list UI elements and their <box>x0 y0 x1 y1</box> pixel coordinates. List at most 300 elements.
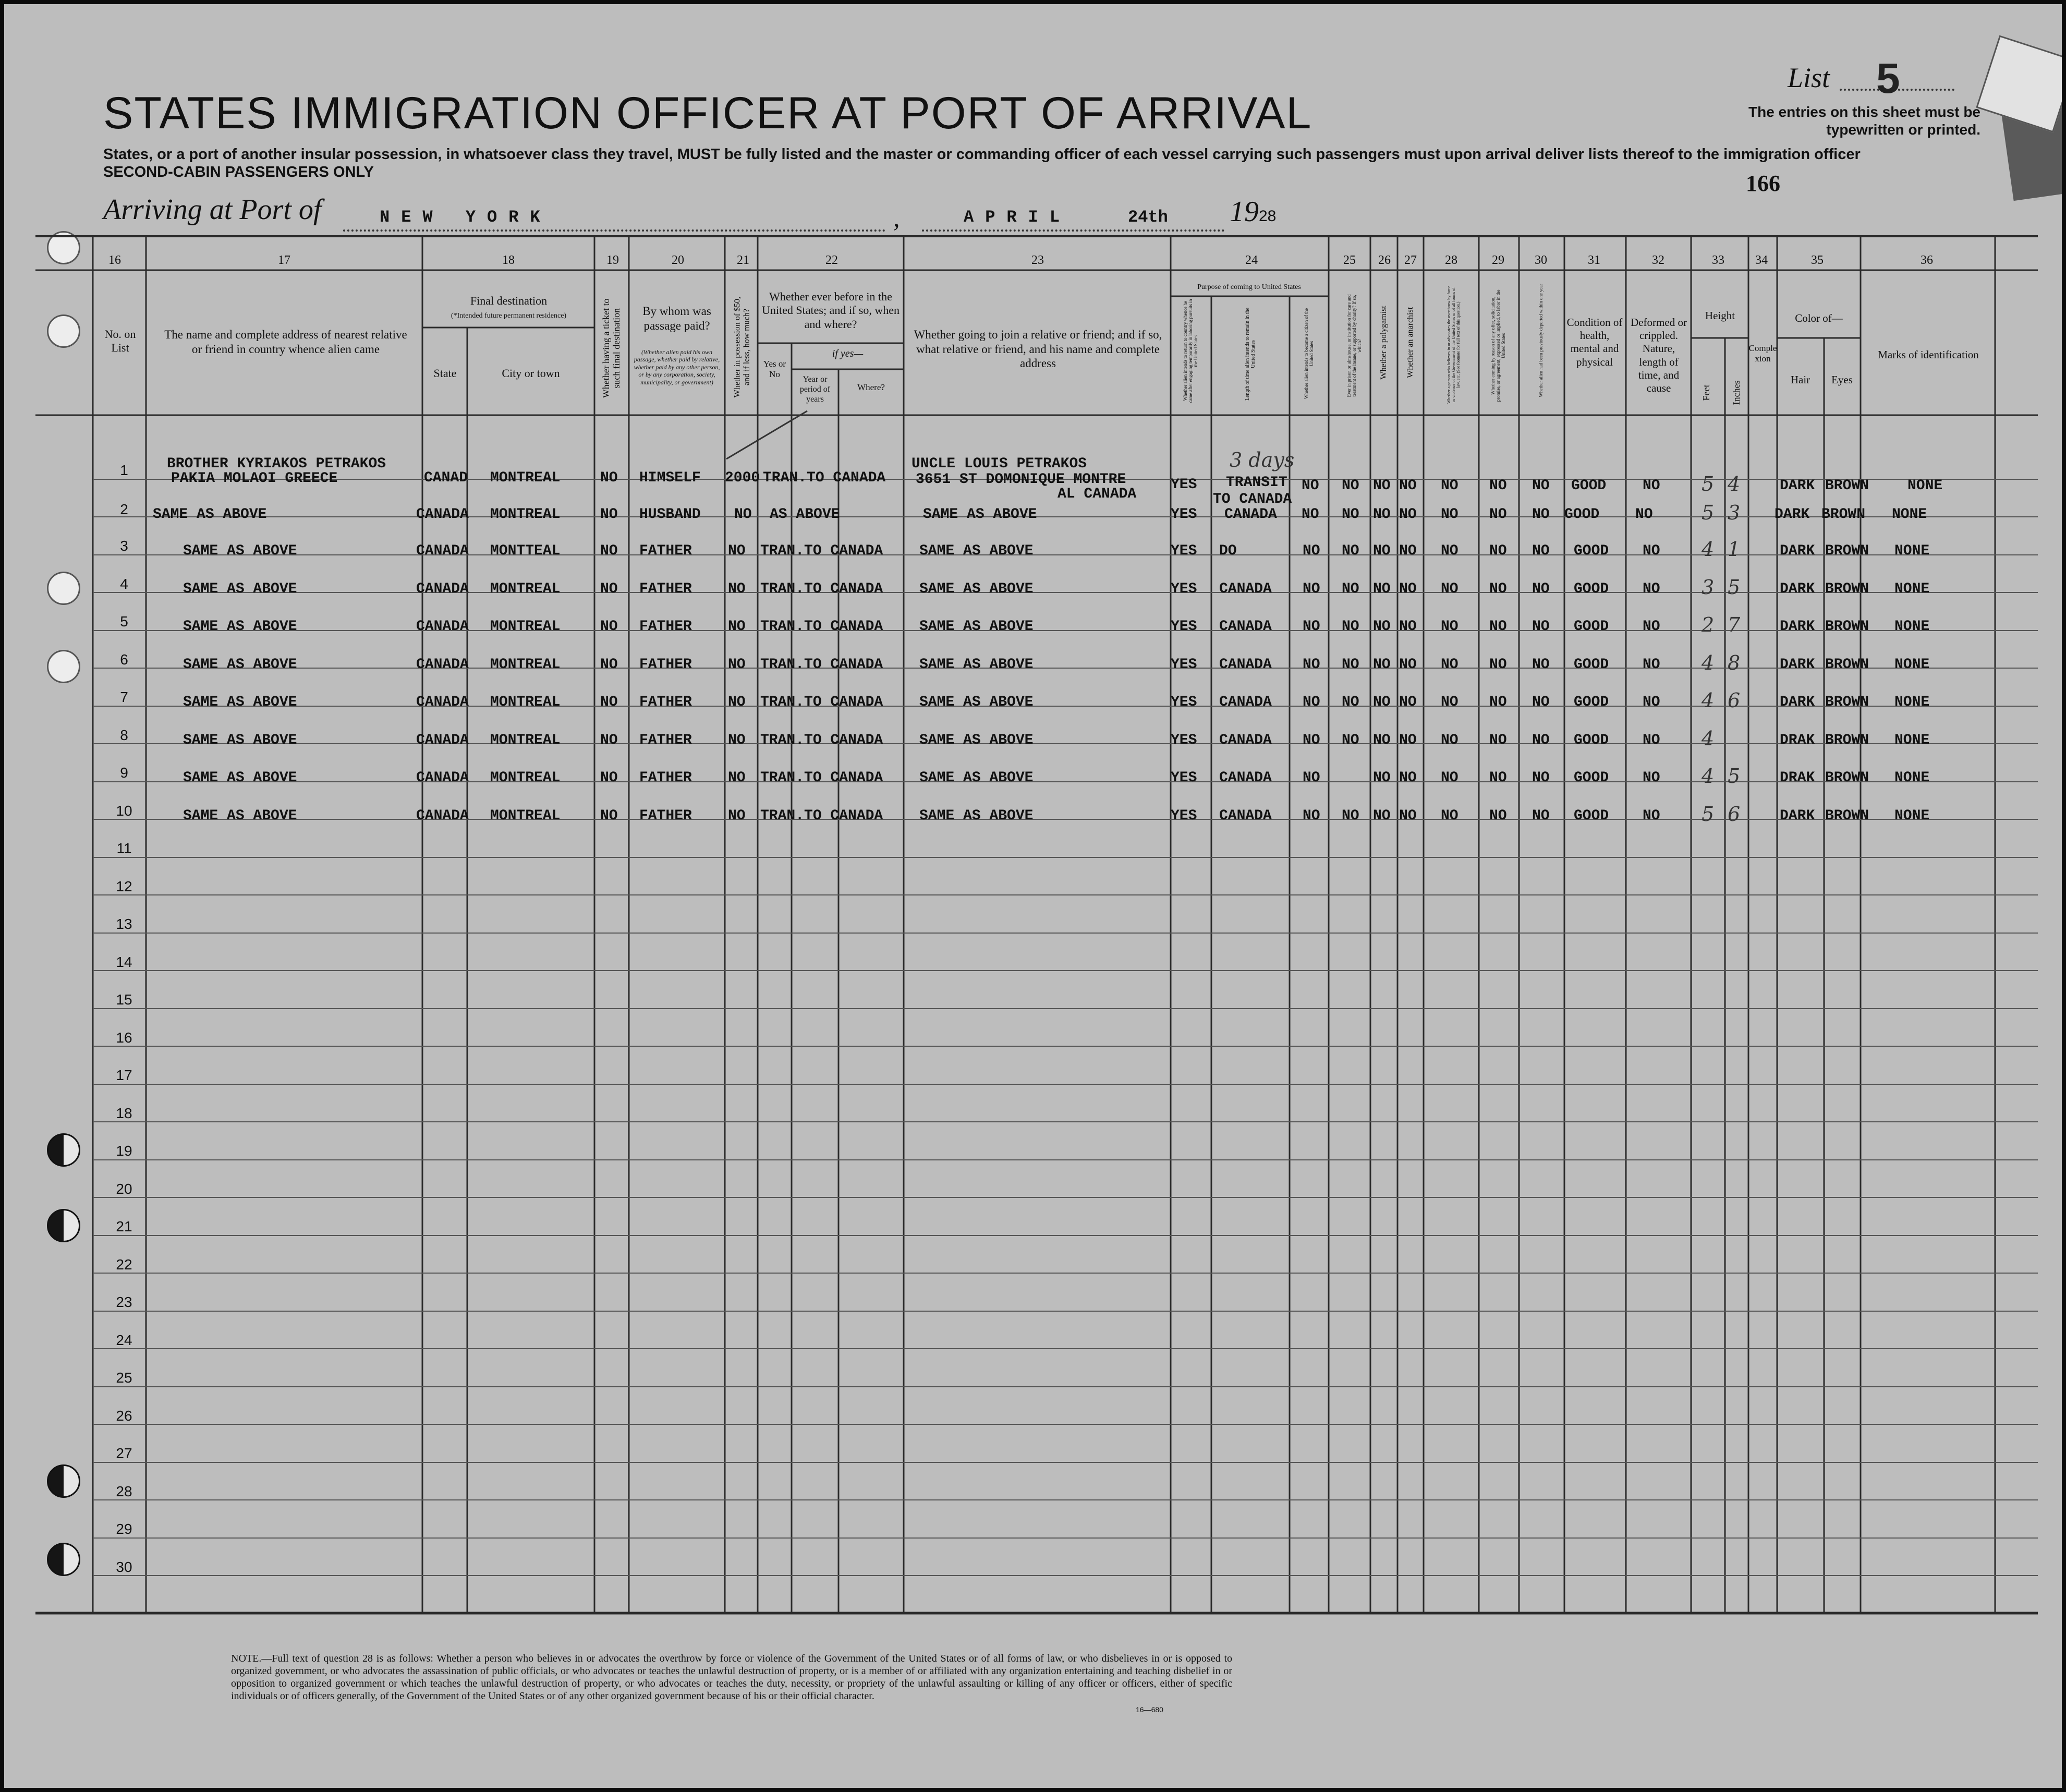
row-number: 27 <box>116 1445 132 1461</box>
inches-cell: 6 <box>1728 689 1741 712</box>
health-cell: GOOD <box>1571 478 1607 494</box>
q29-cell: NO <box>1489 478 1507 494</box>
ticket-cell: NO <box>600 732 618 748</box>
column-number-35: 35 <box>1811 253 1824 267</box>
eyes-cell: BROWN <box>1825 657 1869 673</box>
q29-cell: NO <box>1489 581 1507 597</box>
header-final-destination: Final destination <box>470 294 548 307</box>
before-cell: TRAN.TO CANADA <box>760 770 883 786</box>
state-cell: CANAD <box>424 470 468 486</box>
polygamist-cell: NO <box>1373 732 1391 748</box>
paid-cell: HUSBAND <box>639 506 701 523</box>
health-cell: GOOD <box>1574 694 1609 710</box>
marks-cell: NONE <box>1894 808 1930 824</box>
marks-cell: NONE <box>1894 619 1930 635</box>
return-cell: YES <box>1171 732 1197 748</box>
hair-cell: DARK <box>1780 808 1815 824</box>
relative-cell: SAME AS ABOVE <box>183 694 297 710</box>
inches-cell: 7 <box>1728 613 1741 636</box>
state-cell: CANADA <box>416 581 469 597</box>
state-cell: CANADA <box>416 657 469 673</box>
length-cell: DO <box>1219 543 1237 559</box>
q29-cell: NO <box>1489 732 1507 748</box>
column-number-36: 36 <box>1921 253 1933 267</box>
ticket-cell: NO <box>600 770 618 786</box>
header-height: Height <box>1705 309 1735 322</box>
q30-cell: NO <box>1532 581 1550 597</box>
row-number: 7 <box>120 689 128 705</box>
anarchist-cell: NO <box>1399 506 1417 523</box>
feet-cell: 4 <box>1702 689 1715 712</box>
citizen-cell: NO <box>1303 619 1320 635</box>
deformed-cell: NO <box>1643 657 1660 673</box>
q29-cell: NO <box>1489 619 1507 635</box>
header-where: Where? <box>857 382 885 392</box>
return-cell: YES <box>1171 808 1197 824</box>
year-suffix: 28 <box>1259 208 1277 225</box>
q30-cell: NO <box>1532 657 1550 673</box>
hair-cell: DARK <box>1780 619 1815 635</box>
q28-cell: NO <box>1441 581 1459 597</box>
polygamist-cell: NO <box>1373 619 1391 635</box>
polygamist-cell: NO <box>1373 478 1391 494</box>
feet-cell: 4 <box>1702 651 1715 674</box>
q29-cell: NO <box>1489 770 1507 786</box>
header-ticket: Whether having a ticket to such final destination <box>601 298 622 398</box>
anarchist-cell: NO <box>1399 619 1417 635</box>
eyes-cell: BROWN <box>1821 506 1866 523</box>
anarchist-cell: NO <box>1399 657 1417 673</box>
arrival-day: 24th <box>1128 208 1168 227</box>
money-cell: NO <box>728 543 746 559</box>
header-deported: Whether alien had been previously deported within one year <box>1538 284 1544 397</box>
entries-note: The entries on this sheet must be typewritten or printed. <box>1748 104 1980 138</box>
header-inches: Inches <box>1731 380 1742 405</box>
header-yes-or-no: Yes or No <box>763 359 786 380</box>
list-label: List <box>1788 62 1830 93</box>
city-cell: MONTREAL <box>490 619 561 635</box>
return-cell: YES <box>1171 581 1197 597</box>
inches-cell: 4 <box>1728 473 1741 495</box>
q30-cell: NO <box>1532 478 1550 494</box>
row-number: 21 <box>116 1218 132 1234</box>
column-number-19: 19 <box>606 253 619 267</box>
column-number-22: 22 <box>825 253 838 267</box>
citizen-cell: NO <box>1303 732 1320 748</box>
citizen-cell: NO <box>1302 478 1319 494</box>
row-number: 18 <box>116 1105 132 1121</box>
q30-cell: NO <box>1532 808 1550 824</box>
row-number: 6 <box>120 651 128 668</box>
before-cell: TRAN.TO CANADA <box>760 543 883 559</box>
arriving-label: Arriving at Port of <box>103 193 322 226</box>
deformed-cell: NO <box>1643 619 1660 635</box>
return-cell: YES <box>1171 506 1197 523</box>
health-cell: GOOD <box>1574 770 1609 786</box>
prison-cell: NO <box>1342 619 1359 635</box>
q28-cell: NO <box>1441 770 1459 786</box>
prison-cell: NO <box>1342 694 1359 710</box>
header-feet: Feet <box>1701 384 1712 401</box>
column-number-26: 26 <box>1378 253 1391 267</box>
column-number-23: 23 <box>1031 253 1044 267</box>
eyes-cell: BROWN <box>1825 478 1869 494</box>
deformed-cell: NO <box>1643 808 1660 824</box>
header-if-yes: if yes— <box>832 348 864 359</box>
handwritten-note: 3 days <box>1230 449 1295 471</box>
ticket-cell: NO <box>600 506 618 523</box>
feet-cell: 4 <box>1702 765 1715 788</box>
q30-cell: NO <box>1532 732 1550 748</box>
length-cell: TO CANADA <box>1213 491 1292 507</box>
form-code: 16—680 <box>1136 1705 1163 1714</box>
header-passage-paid-note: (Whether alien paid his own passage, whether paid by relative, whether paid by any other person, or by any corporation, society, municipality, or government) <box>634 348 720 386</box>
feet-cell: 5 <box>1702 803 1715 826</box>
inches-cell: 6 <box>1728 803 1741 826</box>
state-cell: CANADA <box>416 808 469 824</box>
money-cell: NO <box>728 657 746 673</box>
row-number: 16 <box>116 1030 132 1046</box>
inches-cell: 3 <box>1728 501 1741 524</box>
paid-cell: FATHER <box>639 808 692 824</box>
subtitle-instructions: States, or a port of another insular possession, in whatsoever class they travel, MUST be fully listed and the master or commanding officer of each vessel carrying such passengers must upon arrival deliver lists thereof to the immigration officer <box>103 146 1861 163</box>
eyes-cell: BROWN <box>1825 808 1869 824</box>
join-cell: SAME AS ABOVE <box>919 808 1034 824</box>
header-intends-return: Whether alien intends to return to country whence he came after engaging temporarily in laboring pursuits in the United States <box>1183 299 1198 403</box>
join-address-cell: AL CANADA <box>1058 486 1137 502</box>
eyes-cell: BROWN <box>1825 732 1869 748</box>
q30-cell: NO <box>1532 619 1550 635</box>
header-purpose: Purpose of coming to United States <box>1197 283 1301 291</box>
q28-cell: NO <box>1441 478 1459 494</box>
ticket-cell: NO <box>600 543 618 559</box>
citizen-cell: NO <box>1303 694 1320 710</box>
paid-cell: FATHER <box>639 581 692 597</box>
inches-cell: 8 <box>1728 651 1741 674</box>
eyes-cell: BROWN <box>1825 581 1869 597</box>
polygamist-cell: NO <box>1373 581 1391 597</box>
prison-cell: NO <box>1342 808 1359 824</box>
health-cell: GOOD <box>1574 619 1609 635</box>
return-cell: YES <box>1171 694 1197 710</box>
city-cell: MONTREAL <box>490 581 561 597</box>
strike-mark <box>726 411 807 459</box>
column-number-20: 20 <box>672 253 684 267</box>
row-number: 8 <box>120 727 128 743</box>
header-labor-offer: Whether coming by reason of any offer, solicitation, promise, or agreement, expressed or implied, to labor in the United States <box>1490 289 1506 402</box>
citizen-cell: NO <box>1302 506 1319 523</box>
money-cell: NO <box>728 732 746 748</box>
paid-cell: FATHER <box>639 619 692 635</box>
money-cell: NO <box>734 506 752 523</box>
row-number: 22 <box>116 1256 132 1273</box>
state-cell: CANADA <box>416 543 469 559</box>
before-cell: TRAN.TO CANADA <box>760 581 883 597</box>
relative-cell: SAME AS ABOVE <box>153 506 267 523</box>
length-cell: CANADA <box>1219 619 1272 635</box>
paid-cell: FATHER <box>639 543 692 559</box>
ticket-cell: NO <box>600 808 618 824</box>
prison-cell: NO <box>1342 506 1359 523</box>
health-cell: GOOD <box>1564 506 1600 523</box>
citizen-cell: NO <box>1303 543 1320 559</box>
deformed-cell: NO <box>1643 732 1660 748</box>
sheet-number: 166 <box>1746 171 1780 196</box>
column-number-16: 16 <box>108 253 121 267</box>
header-going-to-join: Whether going to join a relative or friend; and if so, what relative or friend, and his name and complete address <box>914 328 1162 370</box>
polygamist-cell: NO <box>1373 543 1391 559</box>
feet-cell: 3 <box>1702 576 1715 599</box>
join-cell: SAME AS ABOVE <box>919 770 1034 786</box>
feet-cell: 5 <box>1702 473 1715 495</box>
length-cell: CANADA <box>1219 581 1272 597</box>
page-title: STATES IMMIGRATION OFFICER AT PORT OF ARRIVAL <box>103 88 1312 138</box>
q28-cell: NO <box>1441 506 1459 523</box>
deformed-cell: NO <box>1643 581 1660 597</box>
row-number: 12 <box>116 878 132 894</box>
row-number: 11 <box>116 840 132 856</box>
q28-cell: NO <box>1441 694 1459 710</box>
header-no-on-list: No. on List <box>104 328 136 355</box>
before-cell: AS ABOVE <box>770 506 840 523</box>
paid-cell: FATHER <box>639 694 692 710</box>
marks-cell: NONE <box>1894 770 1930 786</box>
list-number: 5 <box>1876 55 1900 102</box>
header-marks: Marks of identification <box>1878 348 1979 361</box>
city-cell: MONTREAL <box>490 657 561 673</box>
before-cell: TRAN.TO CANADA <box>763 470 886 486</box>
anarchist-cell: NO <box>1399 808 1417 824</box>
arrival-port: NEW YORK <box>380 208 552 227</box>
column-number-21: 21 <box>737 253 749 267</box>
deformed-cell: NO <box>1643 478 1660 494</box>
q28-cell: NO <box>1441 543 1459 559</box>
row-number: 1 <box>120 462 128 478</box>
feet-cell: 2 <box>1702 613 1715 636</box>
anarchist-cell: NO <box>1399 770 1417 786</box>
citizen-cell: NO <box>1303 657 1320 673</box>
state-cell: CANADA <box>416 619 469 635</box>
join-address-cell: 3651 ST DOMONIQUE MONTRE <box>916 471 1126 488</box>
city-cell: MONTREAL <box>490 770 561 786</box>
column-number-25: 25 <box>1343 253 1356 267</box>
q30-cell: NO <box>1532 506 1550 523</box>
return-cell: YES <box>1171 543 1197 559</box>
q30-cell: NO <box>1532 694 1550 710</box>
eyes-cell: BROWN <box>1825 694 1869 710</box>
header-become-citizen: Whether alien intends to become a citizen of the United States <box>1304 308 1314 399</box>
header-question-28: Whether a person who believes in or advocates the overthrow by force or violence of the Government of the United States or of all forms of law, etc. (See footnote for full text of this question.) <box>1446 286 1461 404</box>
row-number: 20 <box>116 1181 132 1197</box>
prison-cell: NO <box>1342 581 1359 597</box>
header-deformed: Deformed or crippled. Nature, length of time, and cause <box>1631 316 1687 394</box>
header-prison: Ever in prison or almshouse, or institution for care and treatment of the insane, or supported by charity? If so, which? <box>1346 294 1362 397</box>
q29-cell: NO <box>1489 694 1507 710</box>
city-cell: MONTREAL <box>490 732 561 748</box>
footnote: NOTE.—Full text of question 28 is as follows: Whether a person who believes in or advocates the overthrow by force or violence of the Government of the United States or of all forms of law, or who disbelieves in or is opposed to organized government, or who advocates the assassination of public officials, or who advocates or teaches the unlawful destruction of property, or is a member of or affiliated with any organization entertaining and teaching disbelief in or opposition to organized government or which teaches the unlawful destruction of property, or who advocates or teaches the duty, necessity, or propriety of the unlawful assaulting or killing of any officer or officers, either of specific individuals or of officers generally, of the Government of the United States or of any other organized government because of his or their official character. <box>231 1653 1232 1702</box>
marks-cell: NONE <box>1894 543 1930 559</box>
manifest-sheet <box>4 4 2062 1788</box>
city-cell: MONTREAL <box>490 808 561 824</box>
column-number-27: 27 <box>1404 253 1417 267</box>
prison-cell: NO <box>1342 732 1359 748</box>
relative-cell: SAME AS ABOVE <box>183 770 297 786</box>
column-number-31: 31 <box>1588 253 1600 267</box>
hair-cell: DRAK <box>1780 732 1815 748</box>
ticket-cell: NO <box>600 470 618 486</box>
join-cell: SAME AS ABOVE <box>923 506 1037 523</box>
return-cell: YES <box>1171 619 1197 635</box>
money-cell: 2000 <box>725 470 760 486</box>
hair-cell: DARK <box>1780 478 1815 494</box>
prison-cell: NO <box>1342 478 1359 494</box>
inches-cell: 5 <box>1728 765 1741 788</box>
q29-cell: NO <box>1489 808 1507 824</box>
relative-cell: SAME AS ABOVE <box>183 732 297 748</box>
relative-cell: SAME AS ABOVE <box>183 657 297 673</box>
paid-cell: FATHER <box>639 732 692 748</box>
row-number: 2 <box>120 501 128 517</box>
column-number-32: 32 <box>1652 253 1664 267</box>
row-number: 30 <box>116 1559 132 1575</box>
paid-cell: FATHER <box>639 657 692 673</box>
money-cell: NO <box>728 581 746 597</box>
before-cell: TRAN.TO CANADA <box>760 619 883 635</box>
relative-address: PAKIA MOLAOI GREECE <box>171 470 338 487</box>
q28-cell: NO <box>1441 808 1459 824</box>
length-cell: CANADA <box>1219 657 1272 673</box>
eyes-cell: BROWN <box>1825 770 1869 786</box>
return-cell: YES <box>1171 657 1197 673</box>
relative-name: BROTHER KYRIAKOS PETRAKOS <box>167 456 386 472</box>
header-polygamist: Whether a polygamist <box>1379 306 1389 380</box>
length-cell: CANADA <box>1219 770 1272 786</box>
city-cell: MONTREAL <box>490 470 561 486</box>
citizen-cell: NO <box>1303 581 1320 597</box>
hair-cell: DARK <box>1780 581 1815 597</box>
join-cell: SAME AS ABOVE <box>919 581 1034 597</box>
health-cell: GOOD <box>1574 581 1609 597</box>
relative-cell: SAME AS ABOVE <box>183 581 297 597</box>
header-fifty-dollars: Whether in possession of $50, and if less, how much? <box>733 296 751 398</box>
header-nearest-relative: The name and complete address of nearest relative or friend in country whence alien came <box>164 328 407 356</box>
year-prefix: 19 <box>1230 196 1259 228</box>
relative-cell: SAME AS ABOVE <box>183 619 297 635</box>
length-cell: CANADA <box>1224 506 1277 523</box>
anarchist-cell: NO <box>1399 694 1417 710</box>
state-cell: CANADA <box>416 732 469 748</box>
before-cell: TRAN.TO CANADA <box>760 694 883 710</box>
marks-cell: NONE <box>1894 581 1930 597</box>
prison-cell: NO <box>1342 543 1359 559</box>
header-state: State <box>433 367 457 380</box>
row-number: 29 <box>116 1521 132 1537</box>
header-passage-paid: By whom was passage paid? <box>642 305 711 332</box>
polygamist-cell: NO <box>1373 506 1391 523</box>
column-number-30: 30 <box>1535 253 1547 267</box>
manifest-grid <box>4 4 2062 1788</box>
length-cell: TRANSIT <box>1226 475 1287 491</box>
deformed-cell: NO <box>1635 506 1653 523</box>
length-cell: CANADA <box>1219 808 1272 824</box>
polygamist-cell: NO <box>1373 694 1391 710</box>
join-cell: SAME AS ABOVE <box>919 657 1034 673</box>
header-anarchist: Whether an anarchist <box>1406 307 1415 378</box>
polygamist-cell: NO <box>1373 657 1391 673</box>
row-number: 26 <box>116 1408 132 1424</box>
hair-cell: DARK <box>1775 506 1810 523</box>
column-number-29: 29 <box>1492 253 1504 267</box>
column-number-33: 33 <box>1712 253 1724 267</box>
deformed-cell: NO <box>1643 543 1660 559</box>
length-cell: CANADA <box>1219 694 1272 710</box>
q28-cell: NO <box>1441 732 1459 748</box>
feet-cell: 5 <box>1702 501 1715 524</box>
marks-cell: NONE <box>1894 732 1930 748</box>
header-color-of: Color of— <box>1795 312 1843 324</box>
hair-cell: DARK <box>1780 543 1815 559</box>
anarchist-cell: NO <box>1399 732 1417 748</box>
subtitle-class: SECOND-CABIN PASSENGERS ONLY <box>103 164 374 180</box>
row-number: 28 <box>116 1483 132 1499</box>
citizen-cell: NO <box>1303 808 1320 824</box>
deformed-cell: NO <box>1643 694 1660 710</box>
anarchist-cell: NO <box>1399 581 1417 597</box>
row-number: 23 <box>116 1294 132 1310</box>
money-cell: NO <box>728 770 746 786</box>
comma-separator: , <box>893 203 900 232</box>
row-number: 19 <box>116 1143 132 1159</box>
q28-cell: NO <box>1441 657 1459 673</box>
ticket-cell: NO <box>600 657 618 673</box>
health-cell: GOOD <box>1574 657 1609 673</box>
row-number: 14 <box>116 954 132 970</box>
row-number: 4 <box>120 576 128 592</box>
polygamist-cell: NO <box>1373 808 1391 824</box>
column-number-18: 18 <box>502 253 515 267</box>
state-cell: CANADA <box>416 506 469 523</box>
header-city: City or town <box>502 367 560 380</box>
inches-cell: 1 <box>1728 538 1741 561</box>
paid-cell: FATHER <box>639 770 692 786</box>
row-number: 5 <box>120 613 128 629</box>
city-cell: MONTREAL <box>490 694 561 710</box>
hair-cell: DARK <box>1780 694 1815 710</box>
before-cell: TRAN.TO CANADA <box>760 732 883 748</box>
arrival-month: APRIL <box>964 208 1072 227</box>
join-cell: UNCLE LOUIS PETRAKOS <box>912 456 1087 472</box>
header-length-of-time: Length of time alien intends to remain in the United States <box>1245 307 1256 401</box>
header-eyes: Eyes <box>1831 373 1853 386</box>
header-ever-before: Whether ever before in the United States; and if so, when and where? <box>762 290 900 331</box>
return-cell: YES <box>1171 770 1197 786</box>
row-number: 10 <box>116 803 132 819</box>
row-number: 24 <box>116 1332 132 1348</box>
return-cell: YES <box>1171 477 1197 493</box>
anarchist-cell: NO <box>1399 543 1417 559</box>
marks-cell: NONE <box>1894 657 1930 673</box>
column-number-28: 28 <box>1445 253 1457 267</box>
before-cell: TRAN.TO CANADA <box>760 808 883 824</box>
feet-cell: 4 <box>1702 538 1715 561</box>
row-number: 17 <box>116 1067 132 1083</box>
header-final-destination-note: (*Intended future permanent residence) <box>451 312 567 320</box>
row-number: 9 <box>120 765 128 781</box>
header-complexion: Complexion <box>1748 343 1777 364</box>
city-cell: MONTTEAL <box>490 543 561 559</box>
column-number-34: 34 <box>1755 253 1768 267</box>
anarchist-cell: NO <box>1399 478 1417 494</box>
